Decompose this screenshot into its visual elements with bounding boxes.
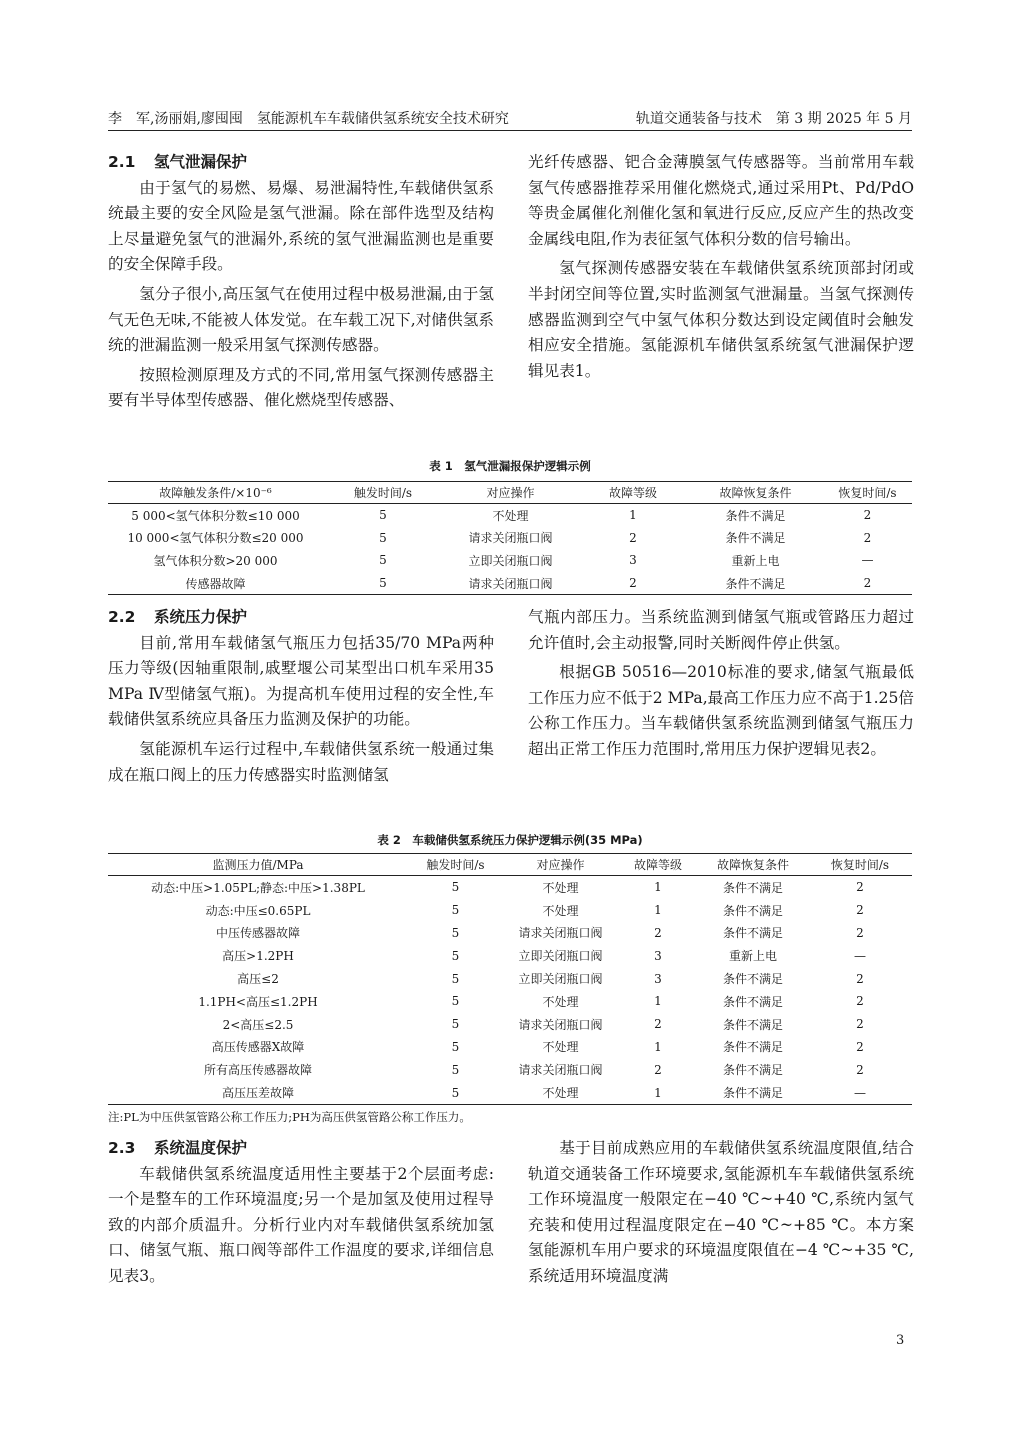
column-header: 对应操作 bbox=[443, 482, 578, 504]
table-cell: 请求关闭瓶口阀 bbox=[518, 1063, 603, 1078]
table-cell: 5 bbox=[451, 971, 460, 986]
table-cell: 1.1PH<高压≤1.2PH bbox=[198, 994, 318, 1009]
table-cell: 1 bbox=[618, 1081, 698, 1104]
paragraph: 由于氢气的易燃、易爆、易泄漏特性,车载储供氢系统最主要的安全风险是氢气泄漏。除在部件选型及结构上尽量避免氢气的泄漏外,系统的氢气泄漏监测也是重要的安全保障手段。 bbox=[108, 178, 494, 274]
table-header-row bbox=[108, 854, 912, 876]
header-rule bbox=[108, 130, 912, 131]
table-cell: 条件不满足 bbox=[722, 972, 783, 987]
table-cell: 重新上电 bbox=[728, 949, 777, 964]
section-heading-2-1 bbox=[108, 150, 494, 176]
column-header: 对应操作 bbox=[503, 854, 618, 876]
table-cell: 高压>1.2PH bbox=[222, 949, 294, 964]
table-cell: 所有高压传感器故障 bbox=[203, 1063, 312, 1078]
table-cell: 动态:中压>1.05PL;静态:中压>1.38PL bbox=[151, 880, 365, 895]
table-cell: 条件不满足 bbox=[722, 1017, 783, 1032]
table-2-note: 注:PL为中压供氢管路公称工作压力;PH为高压供氢管路公称工作压力。 bbox=[108, 1110, 471, 1124]
column-header: 触发时间/s bbox=[408, 854, 503, 876]
paragraph: 目前,常用车载储氢气瓶压力包括35/70 MPa两种压力等级(因轴重限制,戚墅堰公司某型出口机车采用35 MPa Ⅳ型储氢气瓶)。为提高机车使用过程的安全性,车载储供氢系统应具备压力监测及保护的功能。 bbox=[108, 633, 494, 729]
table-cell: 3 bbox=[654, 948, 662, 963]
section-2-3-right bbox=[528, 1136, 914, 1290]
table-cell: 2 bbox=[578, 572, 688, 595]
table-cell: 不处理 bbox=[542, 880, 579, 895]
table-row bbox=[108, 944, 912, 967]
section-2-1-right bbox=[528, 150, 914, 384]
table-row bbox=[108, 899, 912, 922]
table-cell: 5 bbox=[408, 1081, 503, 1104]
table-cell: 10 000<氢气体积分数≤20 000 bbox=[127, 531, 304, 546]
column-header: 故障触发条件/×10⁻⁶ bbox=[108, 482, 323, 504]
table-cell: 2 bbox=[856, 1039, 864, 1054]
table-cell: 条件不满足 bbox=[688, 572, 823, 595]
table-cell: — bbox=[861, 553, 874, 568]
section-2-3-left bbox=[108, 1136, 494, 1290]
table-cell: 2 bbox=[856, 994, 864, 1009]
table-cell: 高压压差故障 bbox=[108, 1081, 408, 1104]
table-cell: 2 bbox=[856, 971, 864, 986]
table-cell: 1 bbox=[654, 903, 662, 918]
column-header: 故障恢复条件 bbox=[698, 854, 808, 876]
table-cell: 5 bbox=[451, 880, 460, 895]
table-row bbox=[108, 922, 912, 945]
table-row bbox=[108, 504, 912, 527]
table-cell: 条件不满足 bbox=[722, 994, 783, 1009]
table-cell: 条件不满足 bbox=[725, 508, 786, 523]
section-title: 氢气泄漏保护 bbox=[154, 153, 248, 171]
table-cell: 2 bbox=[654, 1062, 662, 1077]
header-authors-title: 李 军,汤丽娟,廖囤囤 氢能源机车车载储供氢系统安全技术研究 bbox=[108, 111, 509, 127]
table-cell: 高压≤2 bbox=[237, 972, 279, 987]
table-row bbox=[108, 967, 912, 990]
running-header bbox=[108, 104, 912, 128]
table-cell: — bbox=[808, 1081, 912, 1104]
section-2-1-left bbox=[108, 150, 494, 414]
section-title: 系统温度保护 bbox=[154, 1139, 248, 1157]
table-cell: 条件不满足 bbox=[722, 903, 783, 918]
table-cell: 条件不满足 bbox=[722, 1040, 783, 1055]
table-cell: 立即关闭瓶口阀 bbox=[518, 949, 603, 964]
table-cell: 5 000<氢气体积分数≤10 000 bbox=[131, 508, 300, 523]
table-row bbox=[108, 876, 912, 899]
table-cell: 2 bbox=[863, 530, 872, 545]
table-row bbox=[108, 1058, 912, 1081]
table-2 bbox=[108, 853, 912, 1105]
page-number: 3 bbox=[896, 1333, 905, 1348]
paragraph: 氢能源机车运行过程中,车载储供氢系统一般通过集成在瓶口阀上的压力传感器实时监测储氢 bbox=[108, 739, 494, 784]
column-header: 触发时间/s bbox=[323, 482, 443, 504]
table-cell: 请求关闭瓶口阀 bbox=[443, 572, 578, 595]
table-cell: 不处理 bbox=[503, 1081, 618, 1104]
table-cell: 2 bbox=[856, 1017, 864, 1032]
table-cell: 5 bbox=[451, 925, 460, 940]
paragraph: 氢分子很小,高压氢气在使用过程中极易泄漏,由于氢气无色无味,不能被人体发觉。在车载工况下,对储供氢系统的泄漏监测一般采用氢气探测传感器。 bbox=[108, 284, 494, 355]
table-cell: 高压传感器X故障 bbox=[211, 1040, 305, 1055]
table-cell: 1 bbox=[654, 994, 662, 1009]
table-cell: 条件不满足 bbox=[722, 926, 783, 941]
paragraph: 车载储供氢系统温度适用性主要基于2个层面考虑:一个是整车的工作环境温度;另一个是加氢及使用过程导致的内部介质温升。分析行业内对车载储供氢系统加氢口、储氢气瓶、瓶口阀等部件工作温度的要求,详细信息见表3。 bbox=[108, 1164, 494, 1285]
table-cell: 5 bbox=[451, 994, 460, 1009]
table-cell: 2 bbox=[823, 572, 912, 595]
table-cell: 不处理 bbox=[542, 1040, 579, 1055]
section-title: 系统压力保护 bbox=[154, 608, 248, 626]
table-row bbox=[108, 572, 912, 595]
table-cell: 2 bbox=[654, 1017, 662, 1032]
table-cell: 2 bbox=[856, 1062, 864, 1077]
table-cell: 条件不满足 bbox=[698, 1081, 808, 1104]
table-cell: — bbox=[854, 948, 866, 963]
table-cell: 请求关闭瓶口阀 bbox=[518, 926, 603, 941]
column-header: 故障恢复条件 bbox=[688, 482, 823, 504]
table-cell: 中压传感器故障 bbox=[215, 926, 300, 941]
table-cell: 5 bbox=[379, 553, 387, 568]
section-2-2-right bbox=[528, 605, 914, 763]
column-header: 监测压力值/MPa bbox=[108, 854, 408, 876]
table-2-caption: 表 2 车载储供氢系统压力保护逻辑示例(35 MPa) bbox=[377, 833, 643, 847]
table-cell: 2 bbox=[856, 880, 864, 895]
section-number: 2.2 bbox=[108, 608, 136, 626]
table-cell: 条件不满足 bbox=[722, 880, 783, 895]
column-header: 恢复时间/s bbox=[823, 482, 912, 504]
paragraph-continued: 光纤传感器、钯合金薄膜氢气传感器等。当前常用车载氢气传感器推荐采用催化燃烧式,通过采用Pt、Pd/PdO 等贵金属催化剂催化氢和氧进行反应,反应产生的热改变金属线电阻,作为表征氢气体积分数的信号输出。 bbox=[528, 153, 914, 248]
table-row bbox=[108, 1081, 912, 1104]
section-2-2-left bbox=[108, 605, 494, 788]
table-cell: 5 bbox=[379, 530, 387, 545]
table-cell: 请求关闭瓶口阀 bbox=[468, 531, 553, 546]
table-cell: 立即关闭瓶口阀 bbox=[518, 972, 603, 987]
table-1-caption: 表 1 氢气泄漏报保护逻辑示例 bbox=[429, 459, 591, 473]
table-row bbox=[108, 549, 912, 572]
table-cell: 5 bbox=[451, 903, 460, 918]
table-cell: 5 bbox=[379, 508, 387, 523]
table-cell: 2 bbox=[856, 925, 864, 940]
paragraph: 氢气探测传感器安装在车载储供氢系统顶部封闭或半封闭空间等位置,实时监测氢气泄漏量。当氢气探测传感器监测到空气中氢气体积分数达到设定阈值时会触发相应安全措施。氢能源机车储供氢系统氢气泄漏保护逻辑见表1。 bbox=[528, 259, 914, 380]
paragraph: 按照检测原理及方式的不同,常用氢气探测传感器主要有半导体型传感器、催化燃烧型传感器、 bbox=[108, 365, 494, 410]
table-cell: 条件不满足 bbox=[722, 1063, 783, 1078]
table-cell: 2<高压≤2.5 bbox=[222, 1017, 294, 1032]
table-row bbox=[108, 1036, 912, 1059]
section-number: 2.1 bbox=[108, 153, 136, 171]
table-cell: 2 bbox=[629, 530, 637, 545]
table-cell: 5 bbox=[323, 572, 443, 595]
table-cell: 2 bbox=[863, 508, 872, 523]
paragraph: 基于目前成熟应用的车载储供氢系统温度限值,结合轨道交通装备工作环境要求,氢能源机车车载储供氢系统工作环境温度一般限定在−40 ℃~+40 ℃,系统内氢气充装和使用过程温度限定在−40 ℃~+85 ℃。本方案氢能源机车用户要求的环境温度限值在−4 ℃~+35 ℃,系统适用环境温度满 bbox=[528, 1139, 914, 1285]
table-cell: 不处理 bbox=[542, 994, 579, 1009]
table-cell: 请求关闭瓶口阀 bbox=[518, 1017, 603, 1032]
table-cell: 条件不满足 bbox=[725, 531, 786, 546]
table-cell: 不处理 bbox=[542, 903, 579, 918]
table-cell: 动态:中压≤0.65PL bbox=[205, 903, 311, 918]
table-cell: 2 bbox=[654, 925, 662, 940]
table-cell: 立即关闭瓶口阀 bbox=[468, 553, 553, 568]
column-header: 恢复时间/s bbox=[808, 854, 912, 876]
table-cell: 1 bbox=[629, 508, 637, 523]
table-cell: 5 bbox=[451, 1062, 460, 1077]
table-row bbox=[108, 527, 912, 550]
column-header: 故障等级 bbox=[618, 854, 698, 876]
paragraph-continued: 气瓶内部压力。当系统监测到储氢气瓶或管路压力超过允许值时,会主动报警,同时关断阀件停止供氢。 bbox=[528, 608, 914, 652]
header-journal-issue: 轨道交通装备与技术 第 3 期 2025 年 5 月 bbox=[635, 111, 912, 127]
table-cell: 2 bbox=[856, 903, 864, 918]
table-row bbox=[108, 1013, 912, 1036]
table-cell: 5 bbox=[451, 1039, 460, 1054]
table-cell: 1 bbox=[654, 880, 662, 895]
section-heading-2-2 bbox=[108, 605, 494, 631]
paragraph: 根据GB 50516—2010标准的要求,储氢气瓶最低工作压力应不低于2 MPa,最高工作压力应不高于1.25倍公称工作压力。当车载储供氢系统监测到储氢气瓶压力超出正常工作压力范围时,常用压力保护逻辑见表2。 bbox=[528, 663, 914, 758]
table-cell: 3 bbox=[629, 553, 637, 568]
table-cell: 1 bbox=[654, 1039, 662, 1054]
table-cell: 5 bbox=[451, 1017, 460, 1032]
section-heading-2-3 bbox=[108, 1136, 494, 1162]
table-row bbox=[108, 990, 912, 1013]
table-header-row bbox=[108, 482, 912, 504]
table-cell: 3 bbox=[654, 971, 662, 986]
table-cell: 5 bbox=[451, 948, 460, 963]
table-cell: 不处理 bbox=[492, 508, 529, 523]
table-cell: 重新上电 bbox=[731, 553, 780, 568]
table-1 bbox=[108, 481, 912, 595]
section-number: 2.3 bbox=[108, 1139, 136, 1157]
column-header: 故障等级 bbox=[578, 482, 688, 504]
table-cell: 氢气体积分数>20 000 bbox=[153, 553, 278, 568]
table-cell: 传感器故障 bbox=[108, 572, 323, 595]
